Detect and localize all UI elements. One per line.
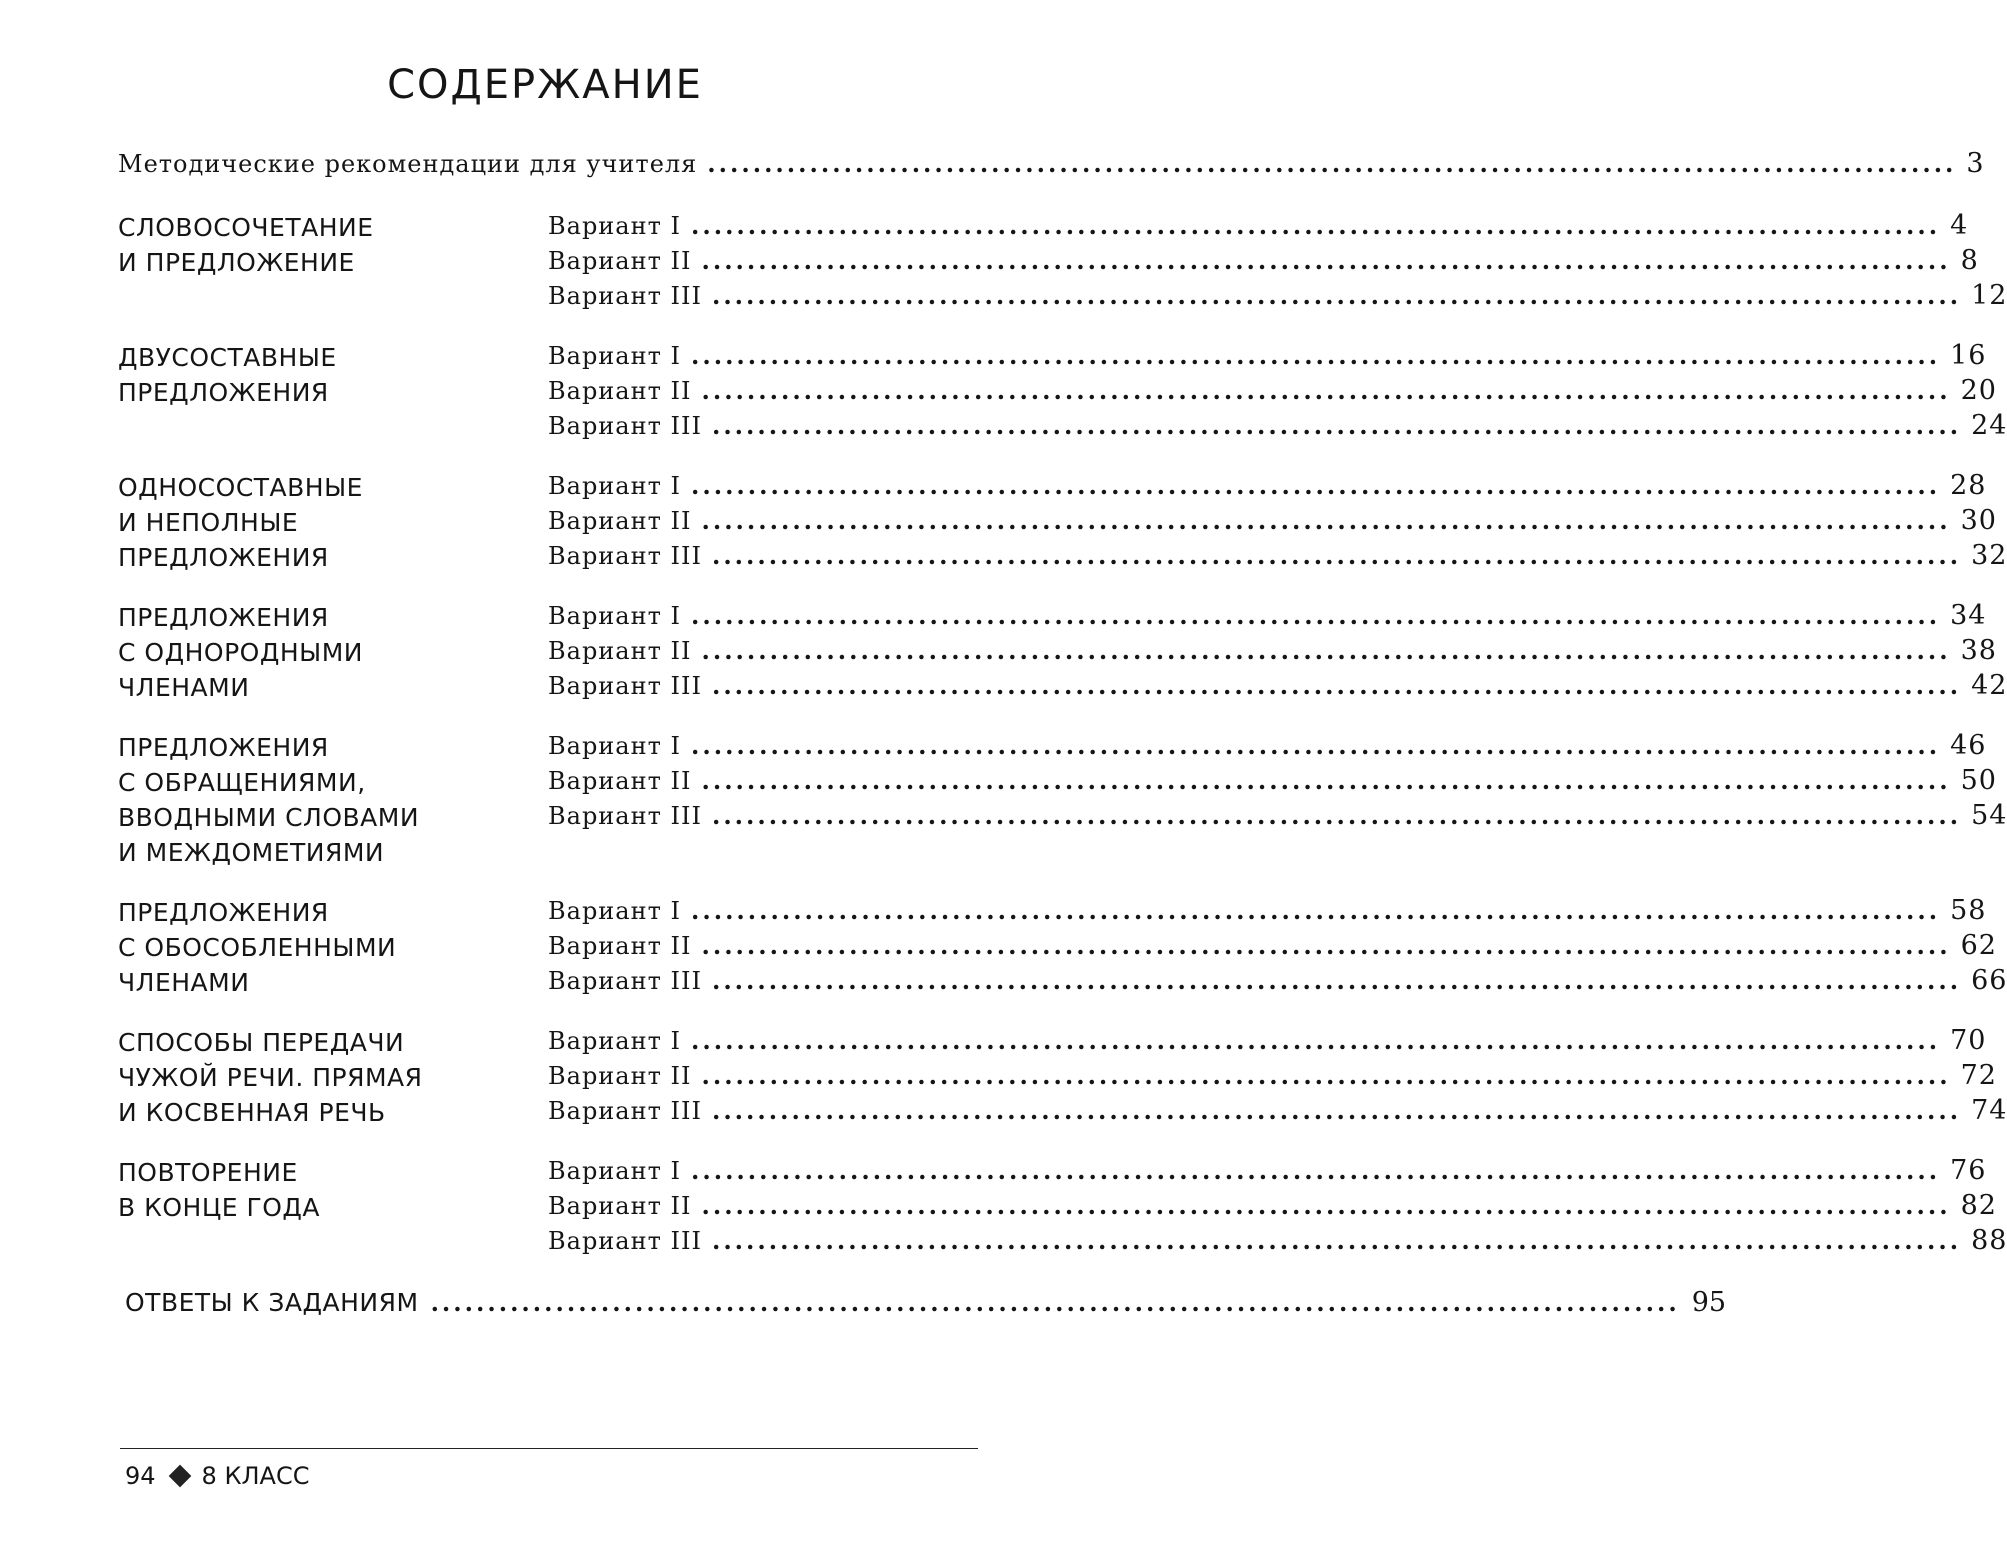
variant-row [548,245,1979,280]
variant-list [548,1025,2007,1130]
page-number: 30 [1960,505,1997,536]
page-number: 12 [1971,280,2007,311]
variant-row [548,635,1997,670]
toc-entry-answers [125,1287,1727,1318]
dot-leader: .............................................................................................................. [701,1061,1951,1090]
variant-row [548,1060,1997,1095]
footer-page-number: 94 [125,1462,156,1490]
variant-label: Вариант I [548,732,681,760]
dot-leader: .............................................................................................................. [691,1026,1941,1055]
variant-row [548,670,2007,705]
variant-row [548,800,2007,835]
page-number: 88 [1971,1225,2007,1256]
page-number: 95 [1691,1287,1727,1318]
dot-leader: .............................................................................................................. [711,1226,1962,1255]
variant-row [548,1095,2007,1130]
variant-row [548,730,1987,765]
page-number: 3 [1966,148,1985,179]
dot-leader: .............................................................................................................. [701,931,1951,960]
variant-row [548,1225,2007,1260]
variant-row [548,375,1997,410]
variant-row [548,965,2007,1000]
page-footer [125,1462,309,1490]
variant-label: Вариант III [548,282,702,310]
dot-leader: .............................................................................................................. [711,801,1962,830]
variant-row [548,1155,1987,1190]
variant-row [548,410,2007,445]
page-number: 50 [1960,765,1997,796]
page-number: 66 [1971,965,2007,996]
page-number: 54 [1971,800,2007,831]
variant-list [548,340,2007,445]
dot-leader: .............................................................................................................. [711,281,1962,310]
variant-list [548,600,2007,705]
dot-leader: .............................................................................................................. [701,376,1951,405]
page-number: 72 [1960,1060,1997,1091]
page-number: 20 [1960,375,1997,406]
variant-label: Вариант II [548,637,692,665]
variant-label: Вариант III [548,1097,702,1125]
dot-leader: .............................................................................................................. [691,896,1941,925]
page-number: 46 [1950,730,1987,761]
dot-leader: .............................................................................................................. [691,731,1941,760]
section-title: ПРЕДЛОЖЕНИЯ С ОБОСОБЛЕННЫМИ ЧЛЕНАМИ [118,898,397,997]
dot-leader: .............................................................................................................. [701,636,1951,665]
page-number: 24 [1971,410,2007,441]
variant-label: Вариант I [548,472,681,500]
variant-label: Вариант I [548,897,681,925]
dot-leader: .............................................................................................................. [701,766,1951,795]
variant-label: Вариант I [548,1027,681,1055]
dot-leader: .............................................................................................................. [707,149,1957,178]
dot-leader: .............................................................................................................. [691,601,1941,630]
toc-entry-intro [118,148,1985,179]
variant-label: Вариант I [548,342,681,370]
variant-list [548,1155,2007,1260]
section-title: СЛОВОСОЧЕТАНИЕ И ПРЕДЛОЖЕНИЕ [118,213,374,277]
diamond-icon [168,1465,191,1488]
variant-label: Вариант III [548,412,702,440]
page-number: 76 [1950,1155,1987,1186]
page-number: 16 [1950,340,1987,371]
variant-label: Вариант II [548,247,692,275]
dot-leader: .............................................................................................................. [691,211,1941,240]
variant-row [548,895,1987,930]
page-number: 62 [1960,930,1997,961]
variant-label: Вариант I [548,212,681,240]
variant-row [548,340,1987,375]
dot-leader: .............................................................................................................. [711,671,1962,700]
variant-row [548,280,2007,315]
variant-label: Вариант I [548,1157,681,1185]
variant-list [548,210,2007,315]
page-number: 28 [1950,470,1987,501]
page-number: 82 [1960,1190,1997,1221]
variant-list [548,730,2007,835]
page-title: СОДЕРЖАНИЕ [387,62,703,108]
page-number: 42 [1971,670,2007,701]
dot-leader: .............................................................................................................. [711,541,1962,570]
variant-list [548,470,2007,575]
section-title: ПРЕДЛОЖЕНИЯ С ОДНОРОДНЫМИ ЧЛЕНАМИ [118,603,364,702]
variant-label: Вариант II [548,767,692,795]
variant-label: Вариант II [548,377,692,405]
variant-row [548,1025,1987,1060]
page-number: 8 [1960,245,1979,276]
section-title: ДВУСОСТАВНЫЕ ПРЕДЛОЖЕНИЯ [118,343,337,407]
variant-row [548,470,1987,505]
variant-row [548,600,1987,635]
variant-row [548,505,1997,540]
section-title: ПОВТОРЕНИЕ В КОНЦЕ ГОДА [118,1158,321,1222]
dot-leader: .............................................................................................................. [701,506,1951,535]
page-number: 74 [1971,1095,2007,1126]
dot-leader: .............................................................................................................. [691,1156,1941,1185]
section-title: СПОСОБЫ ПЕРЕДАЧИ ЧУЖОЙ РЕЧИ. ПРЯМАЯ И КОСВЕННАЯ РЕЧЬ [118,1028,423,1127]
page-number: 38 [1960,635,1997,666]
variant-label: Вариант III [548,967,702,995]
dot-leader: .............................................................................................................. [711,966,1962,995]
page-number: 34 [1950,600,1987,631]
variant-label: Вариант III [548,802,702,830]
dot-leader: .............................................................................................................. [701,246,1951,275]
variant-row [548,930,1997,965]
variant-label: Вариант II [548,507,692,535]
variant-label: Вариант III [548,542,702,570]
dot-leader: .............................................................................................................. [701,1191,1951,1220]
dot-leader: .............................................................................................................. [691,341,1941,370]
dot-leader: .............................................................................................................. [691,471,1941,500]
variant-row [548,540,2007,575]
footer-divider [120,1448,978,1449]
toc-entry-label: Методические рекомендации для учителя [118,150,698,178]
variant-label: Вариант I [548,602,681,630]
section-title: ПРЕДЛОЖЕНИЯ С ОБРАЩЕНИЯМИ, ВВОДНЫМИ СЛОВАМИ И МЕЖДОМЕТИЯМИ [118,733,420,867]
dot-leader: .............................................................................................................. [711,411,1962,440]
variant-label: Вариант II [548,1192,692,1220]
variant-row [548,1190,1997,1225]
footer-grade: 8 КЛАСС [201,1462,310,1490]
variant-list [548,895,2007,1000]
variant-label: Вариант II [548,932,692,960]
dot-leader: .............................................................................................................. [711,1096,1962,1125]
page-number: 32 [1971,540,2007,571]
variant-label: Вариант III [548,1227,702,1255]
variant-label: Вариант III [548,672,702,700]
section-title: ОДНОСОСТАВНЫЕ И НЕПОЛНЫЕ ПРЕДЛОЖЕНИЯ [118,473,363,572]
page-number: 4 [1950,210,1969,241]
variant-row [548,765,1997,800]
dot-leader: .............................................................................................................. [430,1288,1680,1317]
toc-entry-label: ОТВЕТЫ К ЗАДАНИЯМ [125,1288,419,1317]
page-number: 58 [1950,895,1987,926]
page-number: 70 [1950,1025,1987,1056]
variant-row [548,210,1969,245]
variant-label: Вариант II [548,1062,692,1090]
